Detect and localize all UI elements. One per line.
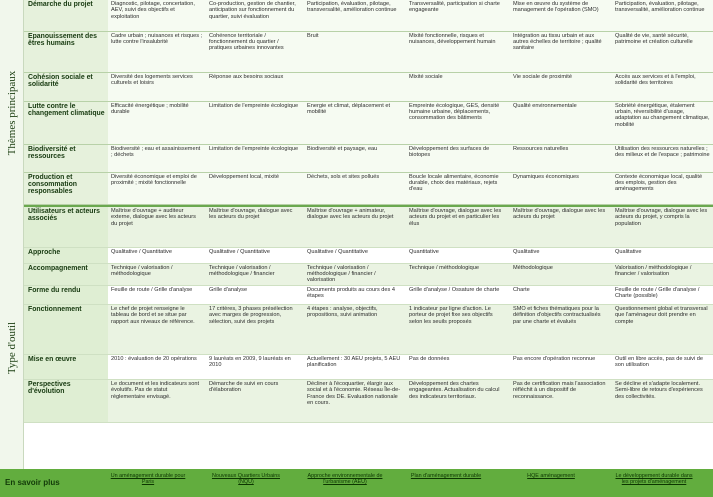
- table-cell: Valorisation / méthodologique / financier / valorisation: [612, 263, 713, 285]
- row-header: Forme du rendu: [24, 285, 108, 304]
- theme-row: [24, 172, 713, 204]
- table-cell: Maîtrise d'ouvrage + animateur, dialogue avec les acteurs du projet: [304, 207, 406, 247]
- footer-title: En savoir plus: [5, 478, 60, 487]
- table-cell: Transversalité, participation si charte engageante: [406, 0, 510, 31]
- tool-row: [24, 379, 713, 422]
- table-cell: Dynamiques économiques: [510, 172, 612, 204]
- table-cell: Se décline et s'adapte localement. Semi-libre de retours d'expériences des collectivités.: [612, 379, 713, 422]
- row-header: Approche: [24, 247, 108, 263]
- table-cell: Quantitative: [406, 247, 510, 263]
- table-cell: Grille d'analyse: [206, 285, 304, 304]
- table-cell: Mise en œuvre du système de management de l'opération (SMO): [510, 0, 612, 31]
- table-cell: Réponse aux besoins sociaux: [206, 72, 304, 101]
- table-cell: Qualitative: [612, 247, 713, 263]
- theme-row: [24, 144, 713, 172]
- table-cell: Questionnement global et transversal que l'aménageur doit prendre en compte: [612, 304, 713, 354]
- table-cell: Limitation de l'empreinte écologique: [206, 144, 304, 172]
- table-cell: Vie sociale de proximité: [510, 72, 612, 101]
- tool-row: [24, 263, 713, 285]
- table-cell: 4 étapes : analyse, objectifs, propositions, suivi animation: [304, 304, 406, 354]
- table-cell: Technique / valorisation / méthodologique / financier: [206, 263, 304, 285]
- table-cell: Grille d'analyse / Ossature de charte: [406, 285, 510, 304]
- table-cell: Qualité de vie, santé sécurité, patrimoine et création culturelle: [612, 31, 713, 72]
- row-header: Lutte contre le changement climatique: [24, 101, 108, 144]
- side-label-main-themes-text: Thèmes principaux: [5, 70, 18, 156]
- table-cell: Maîtrise d'ouvrage + auditeur externe, dialogue avec les acteurs du projet: [108, 207, 206, 247]
- row-header: Perspectives d'évolution: [24, 379, 108, 422]
- table-cell: Intégration au tissu urbain et aux autres échelles de territoire ; qualité sanitaire: [510, 31, 612, 72]
- theme-row: [24, 72, 713, 101]
- table-cell: 17 critères, 3 phases présélection avec marges de progression, sélection, suivi des projets: [206, 304, 304, 354]
- table-cell: Qualitative / Quantitative: [206, 247, 304, 263]
- table-cell: Documents produits au cours des 4 étapes: [304, 285, 406, 304]
- table-cell: Technique / méthodologique: [406, 263, 510, 285]
- table-cell: Biodiversité ; eau et assainissement ; déchets: [108, 144, 206, 172]
- row-header: Mise en œuvre: [24, 354, 108, 379]
- tool-row: [24, 285, 713, 304]
- footer-link-nqu[interactable]: Nouveaux Quartiers Urbains (NQU): [211, 473, 280, 486]
- table-cell: Technique / valorisation / méthodologique: [108, 263, 206, 285]
- footer-link-aeu[interactable]: Approche environnementale de l'urbanisme (AEU): [307, 473, 383, 486]
- footer-link-hqe[interactable]: HQE aménagement: [527, 473, 575, 479]
- footer-link-paris[interactable]: Un aménagement durable pour Paris: [110, 473, 186, 486]
- side-label-tool-type: [0, 226, 24, 469]
- table-cell: Développement des surfaces de biotopes: [406, 144, 510, 172]
- table-cell: Déchets, sols et sites pollués: [304, 172, 406, 204]
- comparison-table: [24, 0, 713, 423]
- table-cell: Décliner à l'écoquartier, élargir aux social et à l'économie. Réseau Île-de-France des DE. Evaluation nationale en cours.: [304, 379, 406, 422]
- table-cell: Mixité fonctionnelle, risques et nuisances, développement humain: [406, 31, 510, 72]
- table-cell: Diagnostic, pilotage, concertation, AEV, suivi des objectifs et exploitation: [108, 0, 206, 31]
- table-cell: Pas de données: [406, 354, 510, 379]
- theme-row: [24, 0, 713, 31]
- table-cell: Maîtrise d'ouvrage, dialogue avec les acteurs du projet: [206, 207, 304, 247]
- footer-bar: [0, 469, 713, 497]
- tool-row: [24, 207, 713, 247]
- side-label-main-themes: [0, 0, 24, 226]
- table-cell: Qualitative / Quantitative: [108, 247, 206, 263]
- tool-row: [24, 354, 713, 379]
- table-cell: 1 indicateur par ligne d'action. Le porteur de projet fixe ses objectifs selon les seuils proposés: [406, 304, 510, 354]
- table-cell: Cadre urbain ; nuisances et risques ; lutte contre l'insalubrité: [108, 31, 206, 72]
- table-cell: Pas de certification mais l'association réfléchit à un dispositif de reconnaissance.: [510, 379, 612, 422]
- theme-row: [24, 101, 713, 144]
- table-cell: Mixité sociale: [406, 72, 510, 101]
- table-cell: Méthodologique: [510, 263, 612, 285]
- table-cell: Cohérence territoriale / fonctionnement du quartier / pratiques urbaines innovantes: [206, 31, 304, 72]
- table-cell: Participation, évaluation, pilotage, transversalité, amélioration continue: [612, 0, 713, 31]
- table-cell: Ressources naturelles: [510, 144, 612, 172]
- side-label-tool-type-text: Type d'outil: [5, 321, 18, 374]
- tool-row: [24, 304, 713, 354]
- table-cell: [304, 72, 406, 101]
- table-cell: Actuellement : 30 AEU projets, 5 AEU planification: [304, 354, 406, 379]
- table-cell: Limitation de l'empreinte écologique: [206, 101, 304, 144]
- table-cell: Energie et climat, déplacement et mobilité: [304, 101, 406, 144]
- table-cell: SMO et fiches thématiques pour la définition d'objectifs contractualisés par une charte et évalués: [510, 304, 612, 354]
- table-cell: Sobriété énergétique, étalement urbain, réversibilité d'usage, adaptation au changement climatique, mobilité: [612, 101, 713, 144]
- table-cell: Le chef de projet renseigne le tableau de bord et se situe par rapport aux niveaux de référence.: [108, 304, 206, 354]
- table-cell: Bruit: [304, 31, 406, 72]
- row-header: Cohésion sociale et solidarité: [24, 72, 108, 101]
- table-cell: 2010 : évaluation de 20 opérations: [108, 354, 206, 379]
- table-cell: Feuille de route / Grille d'analyse: [108, 285, 206, 304]
- table-cell: Développement des chartes engageantes. Actualisation du calcul des indicateurs territoriaux.: [406, 379, 510, 422]
- table-cell: Qualité environnementale: [510, 101, 612, 144]
- table-cell: Accès aux services et à l'emploi, solidarité des territoires: [612, 72, 713, 101]
- row-header: Epanouissement des êtres humains: [24, 31, 108, 72]
- row-header: Utilisateurs et acteurs associés: [24, 207, 108, 247]
- tool-row: [24, 247, 713, 263]
- footer-link-plan-amenagement[interactable]: Plan d'aménagement durable: [410, 473, 482, 479]
- table-cell: Le document et les indicateurs sont évolutifs. Pas de statut réglementaire envisagé.: [108, 379, 206, 422]
- row-header: Biodiversité et ressources: [24, 144, 108, 172]
- table-cell: Développement local, mixité: [206, 172, 304, 204]
- table-cell: Co-production, gestion de chantier, anticipation sur fonctionnement du quartier, suivi évaluation: [206, 0, 304, 31]
- row-header: Production et consommation responsables: [24, 172, 108, 204]
- table-cell: Pas encore d'opération reconnue: [510, 354, 612, 379]
- footer-link-dev-durable[interactable]: Le développement durable dans les projets d'aménagement: [615, 473, 693, 486]
- table-cell: Maîtrise d'ouvrage, dialogue avec les acteurs du projet, y compris la population: [612, 207, 713, 247]
- row-header: Accompagnement: [24, 263, 108, 285]
- table-cell: Démarche de suivi en cours d'élaboration: [206, 379, 304, 422]
- theme-row: [24, 31, 713, 72]
- table-cell: Contexte économique local, qualité des emplois, gestion des aménagements: [612, 172, 713, 204]
- table-cell: Technique / valorisation / méthodologique / financier / valorisation: [304, 263, 406, 285]
- table-cell: Maîtrise d'ouvrage, dialogue avec les acteurs du projet: [510, 207, 612, 247]
- table-cell: Qualitative: [510, 247, 612, 263]
- table-cell: 9 lauréats en 2009, 9 lauréats en 2010: [206, 354, 304, 379]
- table-cell: Empreinte écologique, GES, densité humaine urbaine, déplacements, consommation des bâtiments: [406, 101, 510, 144]
- table-cell: Outil en libre accès, pas de suivi de son utilisation: [612, 354, 713, 379]
- row-header: Fonctionnement: [24, 304, 108, 354]
- table-cell: Feuille de route / Grille d'analyse / Charte (possible): [612, 285, 713, 304]
- row-header: Démarche du projet: [24, 0, 108, 31]
- table-cell: Diversité économique et emploi de proximité ; mixité fonctionnelle: [108, 172, 206, 204]
- table-cell: Participation, évaluation, pilotage, transversalité, amélioration continue: [304, 0, 406, 31]
- table-cell: Charte: [510, 285, 612, 304]
- table-cell: Maîtrise d'ouvrage, dialogue avec les acteurs du projet et en particulier les élus: [406, 207, 510, 247]
- table-cell: Diversité des logements services culturels et loisirs: [108, 72, 206, 101]
- table-cell: Boucle locale alimentaire, économie durable, choix des matériaux, rejets d'eau: [406, 172, 510, 204]
- table-cell: Efficacité énergétique ; mobilité durable: [108, 101, 206, 144]
- table-cell: Biodiversité et paysage, eau: [304, 144, 406, 172]
- table-cell: Qualitative / Quantitative: [304, 247, 406, 263]
- table-cell: Utilisation des ressources naturelles ; des milieux et de l'espace ; patrimoine: [612, 144, 713, 172]
